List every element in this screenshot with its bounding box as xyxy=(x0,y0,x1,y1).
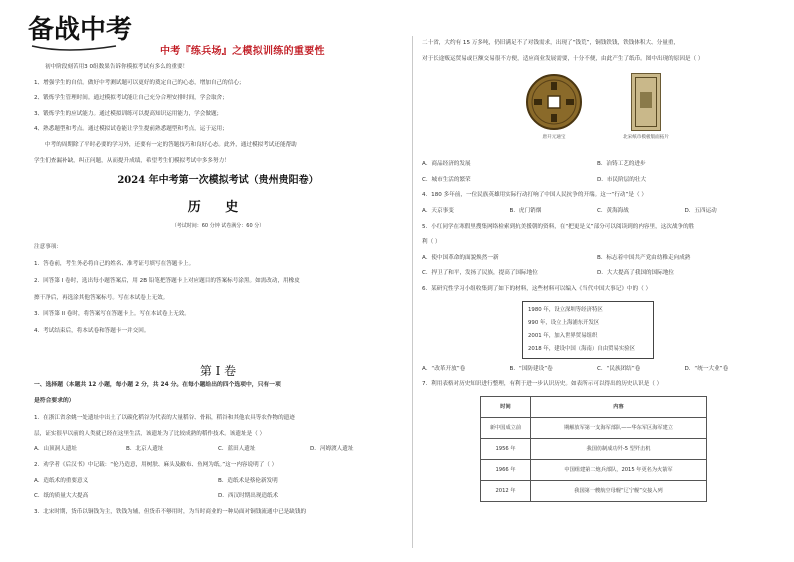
table-row xyxy=(481,438,707,459)
q2-option-a[interactable]: A．造纸术的重要意义 xyxy=(34,477,89,484)
q6-option-b[interactable]: B．“国防建设”卷 xyxy=(509,365,553,372)
exam-subject: 历 史 xyxy=(187,200,249,215)
q6-option-d[interactable]: D．“统一大业”卷 xyxy=(684,365,729,372)
q3-options xyxy=(422,173,772,189)
q2-options xyxy=(34,474,402,490)
coin-figure xyxy=(525,73,583,143)
q2-option-c[interactable]: C．纸的质量大大提高 xyxy=(34,493,89,500)
q3-option-a[interactable]: A．商品经济的发展 xyxy=(422,161,471,168)
chronology-entry: 2018 年，建设中国（海南）自由贸易实验区 xyxy=(528,345,636,352)
table-cell-time: 1966 年 xyxy=(481,459,531,480)
table-row xyxy=(481,417,707,438)
q7-stem: 7．利用表格对历史知识进行整理，有利于进一步认识历史。如表所示可以得出的历史认识是（ ） xyxy=(422,381,663,388)
q5-option-c[interactable]: C．捍卫了和平，发扬了民族，提高了国际地位 xyxy=(422,270,538,277)
q6-option-a[interactable]: A．“改革开放”卷 xyxy=(422,365,466,372)
chronology-entry: 990 年，设立上海浦东开发区 xyxy=(528,319,600,326)
intro-point: 2、锻炼学生管理时间。通过模拟考试能让自己充分合理安排时间，学会取舍； xyxy=(34,95,228,102)
q6-options xyxy=(422,362,772,378)
q5-stem: 5．小红同学在寒假里搜集网络检索到抗美援朝的资料，在“把更是义”部分可以阅读到的内容里，这次战争的胜 xyxy=(422,223,695,230)
q4-option-a[interactable]: A．天京事变 xyxy=(422,207,454,214)
table-row xyxy=(481,459,707,480)
section-instruction: 是符合要求的） xyxy=(34,397,75,404)
chronology-entry: 2001 年，加入世界贸易组织 xyxy=(528,332,598,339)
note-item: 3．回答第 II 卷时，将答案写在答题卡上。写在本试卷上无效。 xyxy=(34,311,190,318)
note-item: 擦干净后，再选涂其他答案标号。写在本试卷上无效。 xyxy=(34,294,169,301)
q1-option-d[interactable]: D．河姆渡人遗址 xyxy=(310,446,354,453)
exam-meta: （考试时间：60 分钟 试卷满分：60 分） xyxy=(171,223,265,229)
notes-heading: 注意事项： xyxy=(34,244,62,250)
column-divider xyxy=(412,36,413,548)
logo-text: 备战中考 xyxy=(28,15,133,45)
intro-section xyxy=(34,60,402,169)
q2-options xyxy=(34,489,402,505)
paper-money-caption: 北宋纸币模板版面拓片 xyxy=(623,135,669,141)
q4-option-d[interactable]: D．五四运动 xyxy=(684,207,717,214)
note-item: 1．答卷前，考生务必将自己的姓名、准考证号填写在答题卡上。 xyxy=(34,260,195,267)
notes-section xyxy=(34,240,402,340)
q6-chronology-box xyxy=(522,301,654,359)
exam-title: 2024 年中考第一次模拟考试（贵州贵阳卷） xyxy=(117,175,319,186)
q5-stem: 利（ ） xyxy=(422,239,441,246)
coin-caption: 唐开元通宝 xyxy=(542,135,566,141)
q3-stem-continued: 二十省，大约有 15 万多吨，仍旧满足不了对钱需求，出现了“钱荒”，铜钱铁钱，铁钱体积大、分量重， xyxy=(422,40,680,46)
q5-option-d[interactable]: D．大大提高了我国的国际地位 xyxy=(597,270,675,277)
intro-point: 1、增强学生的自信。做好中考测试题可以更好的奠定自己的心态，增加自己的信心； xyxy=(34,79,245,86)
q2-stem: 2．劝学者《后汉书》中记载：“伦乃造意，用树肤、麻头及敝布、鱼网为纸。”这一内容说明了（ ） xyxy=(34,461,278,468)
beizhan-zhongkao-logo xyxy=(26,4,144,56)
q5-option-a[interactable]: A．使中国革命的面貌焕然一新 xyxy=(422,254,499,261)
q4-option-b[interactable]: B．虎门销烟 xyxy=(509,207,542,214)
note-item: 2．回答第 I 卷时，选出每小题答案后，用 2B 铅笔把答题卡上对应题目的答案标号涂黑。如需改动，用橡皮 xyxy=(34,278,300,285)
table-header-time: 时间 xyxy=(481,396,531,417)
note-item: 4．考试结束后，将本试卷和答题卡一并交回。 xyxy=(34,327,150,334)
intro-closing: 学生们查漏补缺，纠正问题，从而提升成绩，希望考生们模拟考试中多多努力！ xyxy=(34,157,230,164)
table-cell-time: 新中国成立前 xyxy=(481,417,531,438)
intro-point: 3、锻炼学生的应试能力。通过模拟训练可以提高知识运用能力，学会做题； xyxy=(34,110,223,117)
table-row xyxy=(481,480,707,501)
q3-options xyxy=(422,157,772,173)
table-cell-content: 期解放军第一支海军部队——华东军区海军建立 xyxy=(531,417,707,438)
q1-option-c[interactable]: C．蓝田人遗址 xyxy=(218,446,256,453)
q3-stem-continued: 对于长途贩运贸易或巨额交易很不方便，适应商业发展需要，十分不便，由此产生了纸币。图中出现的原因是（ ） xyxy=(422,55,704,62)
table-cell-content: 中国组建第二炮兵部队，2015 年更名为火箭军 xyxy=(531,459,707,480)
intro-lead: 初中阶段刻苦用3 0组数果告诉你模拟考试有多么的重要！ xyxy=(45,64,189,70)
coin-icon xyxy=(525,73,583,131)
table-cell-time: 2012 年 xyxy=(481,480,531,501)
section-juan-title: 第 I 卷 xyxy=(199,364,237,378)
q3-option-d[interactable]: D．市民阶层的壮大 xyxy=(597,176,647,183)
q2-option-b[interactable]: B．造纸术是蔡伦新发明 xyxy=(218,477,278,484)
q1-stem: 层，证实很早以前的人类就已经在这里生活，该遗址为了比较成熟的稻作技术。该遗址是（ ） xyxy=(34,430,266,437)
table-header-content: 内容 xyxy=(531,396,707,417)
table-cell-time: 1956 年 xyxy=(481,438,531,459)
questions-left xyxy=(34,378,402,520)
q5-option-b[interactable]: B．标志着中国共产党由幼稚走向成熟 xyxy=(597,254,691,261)
q1-option-a[interactable]: A．山顶洞人遗址 xyxy=(34,446,77,453)
q1-options xyxy=(34,442,402,458)
q4-options xyxy=(422,204,772,220)
q3-option-b[interactable]: B．冶铸工艺的进步 xyxy=(597,161,646,168)
paper-money-figure xyxy=(623,73,669,143)
q1-stem: 1．在浙江省余姚一处遗址中出土了以碳化稻谷为代表的大量稻谷、骨耜，稻谷和其他农具等农作物的遗迹 xyxy=(34,415,295,422)
q2-option-d[interactable]: D．西汉时期出现造纸术 xyxy=(218,493,279,500)
banner-title: 中考『练兵场』之模拟训练的重要性 xyxy=(160,46,325,57)
q3-images xyxy=(422,73,772,143)
table-cell-content: 我国第一艘航空母舰“辽宁舰”交接入列 xyxy=(531,480,707,501)
intro-closing: 中考的周期除了平时必要的学习外，还要有一定的答题技巧和良好心态。此外，通过模拟考试还能帮助 xyxy=(45,141,297,148)
table-header-row xyxy=(481,396,707,417)
paper-money-icon xyxy=(631,73,661,131)
q1-option-b[interactable]: B．北京人遗址 xyxy=(126,446,164,453)
q5-options xyxy=(422,251,772,267)
q3-option-c[interactable]: C．城市生活的繁荣 xyxy=(422,176,471,183)
q6-option-c[interactable]: C．“民族团结”卷 xyxy=(597,365,641,372)
intro-point: 4、熟悉题型和考点。通过模拟试卷能让学生提前熟悉题型和考点，运于运用； xyxy=(34,126,228,133)
q5-options xyxy=(422,266,772,282)
q4-option-c[interactable]: C．黄海海战 xyxy=(597,207,629,214)
chronology-entry: 1980 年，设立深圳等经济特区 xyxy=(528,306,603,313)
q6-stem: 6．某研究性学习小组收集到了如下的材料，这些材料可以编入《当代中国大事记》中的（ ） xyxy=(422,285,652,292)
section-instruction: 一、选择题（本题共 12 小题，每小题 2 分，共 24 分。在每小题给出的四个选项中，只有一项 xyxy=(34,382,281,388)
right-column xyxy=(422,36,772,502)
table-cell-content: 我国仿制成功歼-5 型歼击机 xyxy=(531,438,707,459)
q7-history-table xyxy=(480,396,707,502)
q4-stem: 4．180 多年前，一位民族英雄用实际行动打响了中国人民抗争的开端。这一“行动”是（ ） xyxy=(422,192,647,199)
q3-stem: 3．北宋时期，货币以铜钱为主，铁钱为辅，但货币不够用时，为当时商业的一种局面对铜钱流通中已是缺钱的 xyxy=(34,508,307,515)
